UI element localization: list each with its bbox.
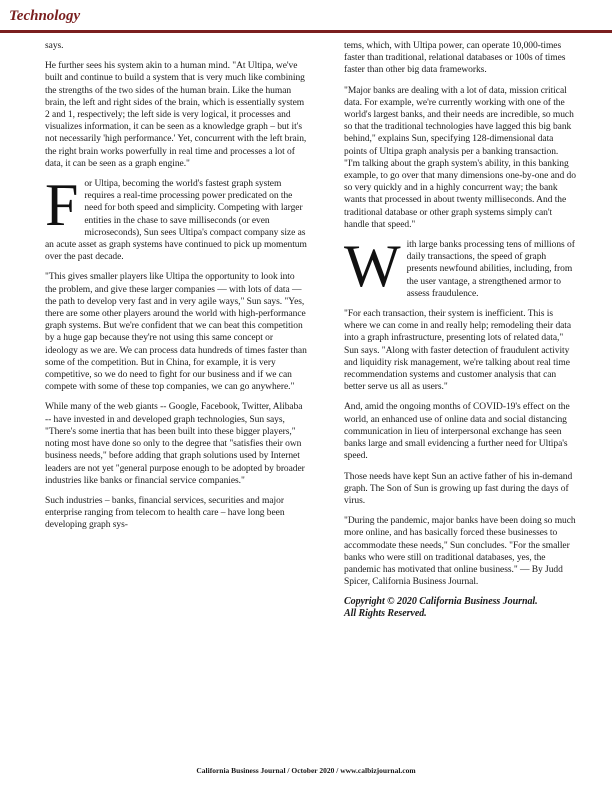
copyright-notice (344, 596, 576, 620)
paragraph: Such industries – banks, financial services, securities and major enterprise ranging from telecom to health care – have long been developing graph sys- (45, 495, 285, 531)
page-footer: California Business Journal / October 2020 / www.calbizjournal.com (196, 766, 416, 775)
paragraph: tems, which, with Ultipa power, can operate 10,000-times faster than traditional, relational databases or 100s of times faster than other big data frameworks. (344, 41, 566, 76)
paragraph: He further sees his system akin to a human mind. "At Ultipa, we've built and continue to build a system that is very much like combining the strengths of the two sides of the human brain. Like the human brain, the left and right sides of the brain, which is essentially system 2 and 1, respectively; the left side is very logical, it processes and visualizes information, it can be seen as a knowledge graph – but it's not necessarily 'high performance.' Yet, concurrent with the left brain, the right brain works powerfully in real time and processes a lot of data, it can be seen as a graph engine." (45, 61, 307, 169)
header-rule (0, 30, 612, 33)
paragraph: "During the pandemic, major banks have been doing so much more online, and has basically forced these businesses to accommodate these needs," Sun concludes. "For the smaller banks who were still on traditional databases, yes, the pandemic has motivated that online business." — By Judd Spicer, California Business Journal. (344, 516, 576, 588)
copyright-line: All Rights Reserved. (344, 608, 427, 620)
drop-cap: W (344, 233, 401, 300)
section-label: Technology (9, 8, 81, 24)
paragraph: "This gives smaller players like Ultipa the opportunity to look into the problem, and give these larger companies — with lots of data — the path to develop very fast and in very agile ways," Sun says. "Yes, there are some other players around the world with high-performance graph systems. But we're confident that we can beat this competition by a huge gap because they're not using this same concept or ideology as we are. We can process data hundreds of times faster than some of the competition. But in China, for example, it is very competitive, so we do need to fight for our business and if we can compete with some of these top companies, we can go anywhere." (45, 272, 307, 393)
dropcap-paragraph (45, 172, 307, 263)
dropcap-paragraph (344, 233, 576, 300)
paragraph: While many of the web giants -- Google, Facebook, Twitter, Alibaba -- have invested in and developed graph technologies, Sun says, "There's some inertia that has been built into these bigger players," noting most have done so only to the degree that "satisfies their own business needs," before adding that graph solutions used by Internet leaders are not yet "general purpose enough to be adopted by broader industries like banks or financial service companies." (45, 402, 305, 486)
paragraph: "Major banks are dealing with a lot of data, mission critical data. For example, we're currently working with one of the world's largest banks, and their needs are incredible, so much so that the traditional technologies have lagged this big bank behind," explains Sun, specifying 128-dimensional data points of Ultipa graph analysis per a banking transaction. "I'm talking about the graph system's ability, in this banking example, to go over that many dimensions one-by-one and do so very quickly and in a highly concurrent way; the bank wants that processed in about twenty milliseconds. And the traditional database or other graph systems simply can't handle that speed." (344, 85, 576, 230)
paragraph: says. (45, 41, 64, 51)
paragraph: Those needs have kept Sun an active father of his in-demand graph. The Son of Sun is growing up fast during the days of virus. (344, 471, 573, 506)
drop-cap: F (45, 172, 79, 239)
left-column (45, 40, 307, 540)
paragraph-text: or Ultipa, becoming the world's fastest graph system requires a real-time processing power predicated on the need for both speed and simplicity. Competing with larger entities in the chase to save milliseconds (or even microseconds), Sun sees Ultipa's compact company size as an acute asset as graph systems have continued to pick up momentum over the past decade. (45, 179, 307, 263)
right-column (344, 40, 576, 620)
paragraph-text: ith large banks processing tens of millions of daily transactions, the speed of graph presents newfound abilities, including, from the user vantage, a strengthened armor to assess fraudulence. (406, 240, 575, 299)
copyright-line: Copyright © 2020 California Business Journal. (344, 596, 538, 608)
paragraph: "For each transaction, their system is inefficient. This is where we can come in and really help; remodeling their data into a graph infrastructure, presenting lots of related data," Sun says. "Along with faster detection of fraudulent activity and liquidity risk management, we're talking about real time recommendation systems and customer analysis that can better serve us all as users." (344, 309, 572, 393)
paragraph: And, amid the ongoing months of COVID-19's effect on the world, an enhanced use of online data and social distancing communication in lieu of interpersonal exchange has seen banks large and small evidencing a further need for Ultipa's speed. (344, 402, 570, 462)
